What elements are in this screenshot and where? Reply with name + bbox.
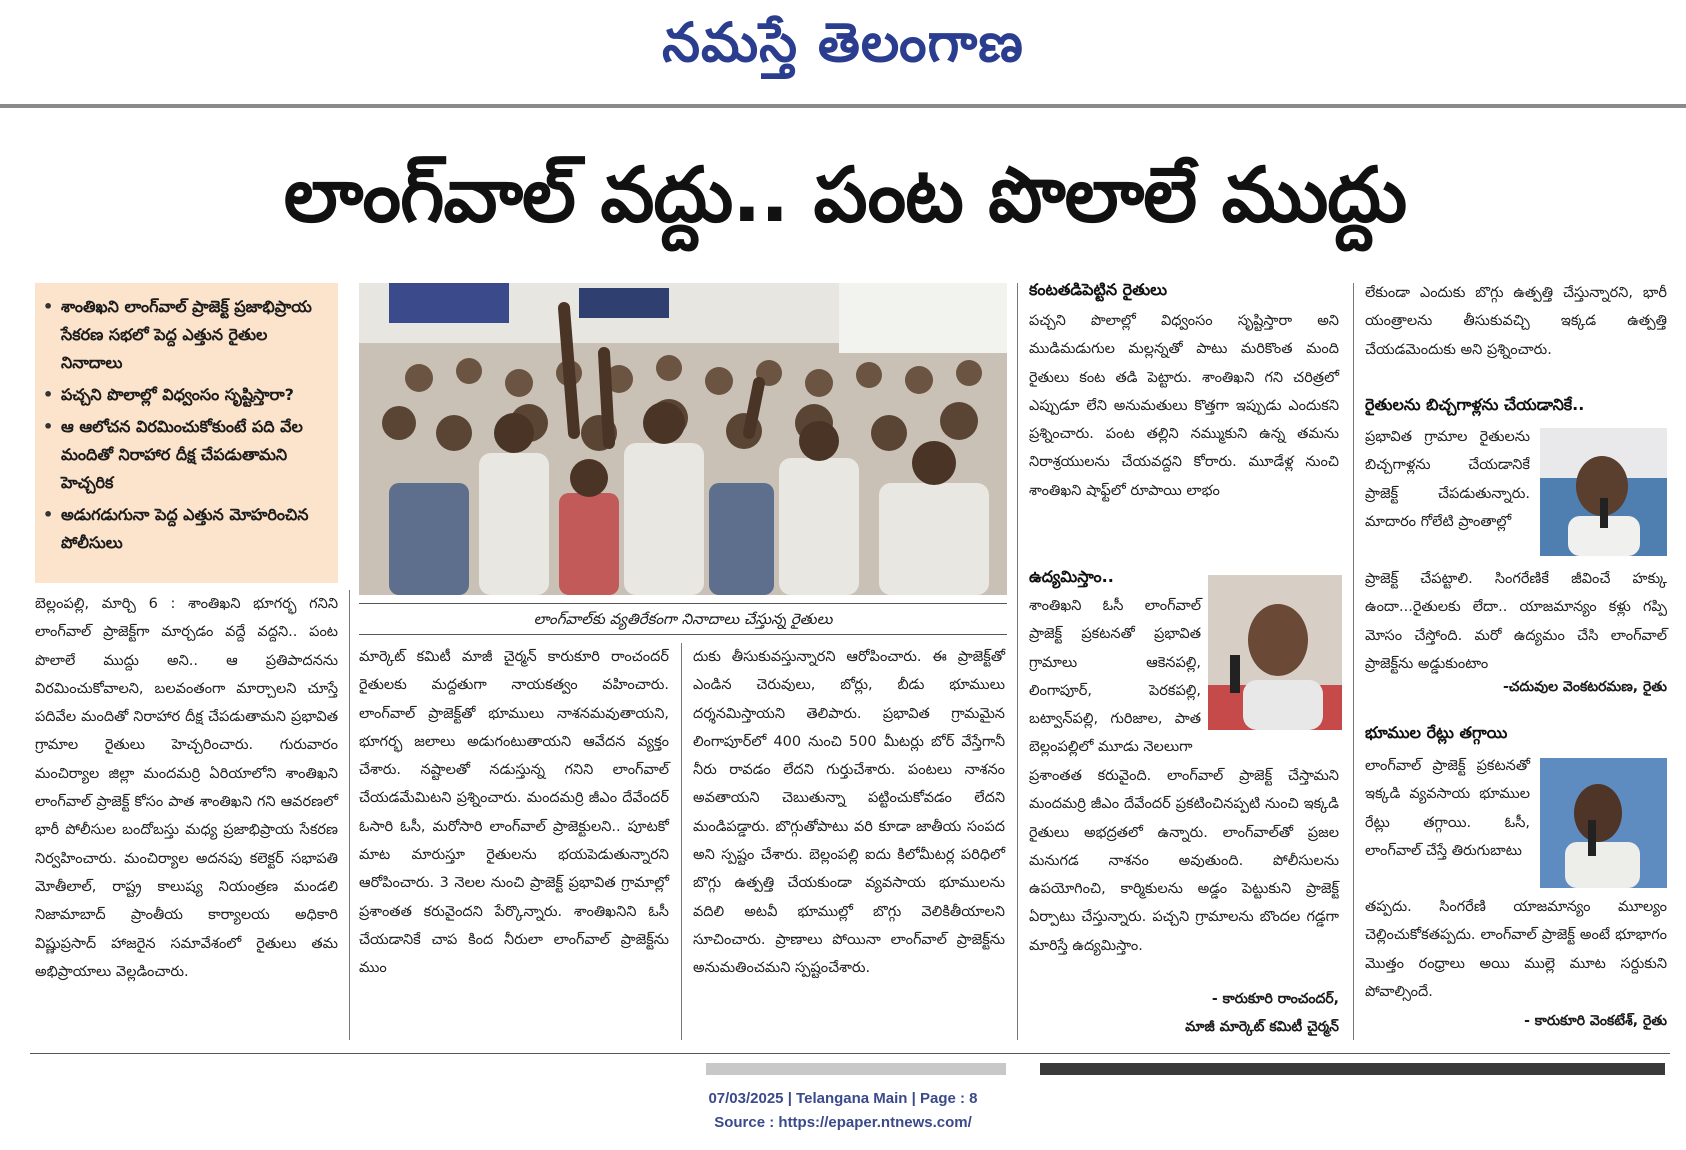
next-article-strip bbox=[1040, 1063, 1665, 1075]
col4-paragraph-2b: ప్రశాంతత కరువైంది. లాంగ్‌వాల్ ప్రాజెక్ట్ చేస్తామని మందమర్రి జీఎం దేవేందర్ ప్రకటించినప్పటి నుంచి ఇక్కడి రైతులు అభద్రతలో ఉన్నారు. లాంగ్‌వాల్‌తో ప్రజల మనుగడ నాశనం అవుతుంది. పోలీసులను ఉపయోగించి, కార్మికులను అడ్డం పెట్టుకుని ప్రాజెక్ట్ ఏర్పాటు చేస్తున్నారు. పచ్చని గ్రామాలను బొందల గడ్డగా మారిస్తే ఉద్యమిస్తాం. bbox=[1029, 768, 1339, 954]
highlight-item: • అడుగడుగునా పెద్ద ఎత్తున మోహరించిన పోలీసులు bbox=[43, 501, 330, 557]
col5-paragraph-1a: ప్రభావిత గ్రామాల రైతులను బిచ్చగాళ్లను చేయడానికే ప్రాజెక్ట్ చేపడుతున్నారు. మాదారం గోలేటి ప్రాంతాల్లో bbox=[1365, 429, 1530, 530]
next-article-strip bbox=[706, 1063, 1006, 1075]
masthead-divider bbox=[0, 104, 1686, 108]
subheading-make-beggars: రైతులను బిచ్చగాళ్లను చేయడానికే.. bbox=[1365, 395, 1585, 414]
page-bottom-rule bbox=[30, 1053, 1670, 1054]
col4-paragraph-2a: శాంతిఖని ఓసీ లాంగ్‌వాల్ ప్రాజెక్ట్ ప్రకటనతో ప్రభావిత గ్రామాలు ఆకెనపల్లి, లింగాపూర్, పెరకపల్లి, బట్వాన్‌పల్లి, గురిజాల, పాత బెల్లంపల్లిలో మూడు నెలలుగా bbox=[1029, 598, 1201, 756]
highlight-item: • ఆ ఆలోచన విరమించుకోకుంటే పది వేల మందితో నిరాహార దీక్ష చేపడుతామని హెచ్చరిక bbox=[43, 413, 330, 497]
highlight-item: • పచ్చని పొలాల్లో విధ్వంసం సృష్టిస్తారా? bbox=[43, 381, 330, 409]
col4-paragraph-1: పచ్చని పొలాల్లో విధ్వంసం సృష్టిస్తారా అని ముడిమడుగుల మల్లన్నతో పాటు మరికొంత మంది రైతులు కంట తడి పెట్టారు. శాంతిఖని గని చరిత్రలో ఎప్పుడూ లేని అనుమతులు కొత్తగా ఇప్పుడు ఎందుకని ప్రశ్నించారు. పంట తల్లిని నమ్ముకుని ఉన్న తమను నిరాశ్రయులను చేయవద్దని కోరారు. మూడేళ్ల నుంచి శాంతిఖని షాఫ్ట్‌లో రూపాయి లాభం bbox=[1029, 313, 1339, 499]
article-headline: లాంగ్‌వాల్ వద్దు.. పంట పొలాలే ముద్దు bbox=[283, 150, 1407, 239]
col5-paragraph-2b: తప్పదు. సింగరేణి యాజమాన్యం మూల్యం చెల్లించుకోకతప్పదు. లాంగ్‌వాల్ ప్రాజెక్ట్ అంటే భూభాగం మొత్తం రంధ్రాలు అయి ముల్లె మూట సర్దుకుని పోవాల్సిందే. bbox=[1365, 899, 1667, 1000]
speaker-photo-venkatesh bbox=[1540, 758, 1667, 888]
speaker-photo-ramchander bbox=[1208, 575, 1342, 730]
highlights-box bbox=[35, 283, 338, 583]
column-divider bbox=[1017, 283, 1018, 1040]
article-column-3: దుకు తీసుకువస్తున్నారని ఆరోపించారు. ఈ ప్రాజెక్ట్‌తో ఎండిన చెరువులు, బోర్లు, బీడు భూములు దర్శనమిస్తాయని తెలిపారు. ప్రభావిత గ్రామమైన లింగాపూర్‌లో 400 నుంచి 500 మీటర్లు బోర్ వేస్తేగానీ నీరు రావడం లేదని గుర్తుచేశారు. పంటలు నాశనం అవతాయని చెబుతున్నా పట్టించుకోవడం లేదని మండిపడ్డారు. బొగ్గుతోపాటు వరి కూడా జాతీయ సంపద అని స్పష్టం చేశారు. బెల్లంపల్లి ఐదు కిలోమీటర్ల పరిధిలో బొగ్గు ఉత్పత్తి చేయకుండా వ్యవసాయ భూములను వదిలి అటవీ భూముల్లో బొగ్గు వెలికితీయాలని సూచించారు. ప్రాణాలు పోయినా లాంగ్‌వాల్ ప్రాజెక్ట్‌ను అనుమతించమని స్పష్టంచేశారు. bbox=[693, 649, 1005, 977]
signature-venkatesh: - కారుకూరి వెంకటేశ్, రైతు bbox=[1524, 1013, 1667, 1029]
column-divider bbox=[349, 590, 350, 1040]
signature-name: - కారుకూరి రాంచందర్, bbox=[1211, 991, 1339, 1007]
speaker-photo-venkataramana bbox=[1540, 428, 1667, 556]
speaker-portrait bbox=[1540, 428, 1667, 556]
signature-title: మాజీ మార్కెట్ కమిటీ చైర్మన్ bbox=[1185, 1019, 1339, 1035]
speaker-portrait bbox=[1540, 758, 1667, 888]
newspaper-masthead: నమస్తే తెలంగాణ bbox=[662, 11, 1024, 74]
subheading-tearful-farmers: కంటతడిపెట్టిన రైతులు bbox=[1029, 280, 1167, 299]
subheading-will-agitate: ఉద్యమిస్తాం.. bbox=[1029, 567, 1114, 586]
footer-source: Source : https://epaper.ntnews.com/ bbox=[714, 1114, 972, 1131]
article-column-2: మార్కెట్ కమిటీ మాజీ చైర్మన్ కారుకూరి రాంచందర్ రైతులకు మద్దతుగా నాయకత్వం వహించారు. లాంగ్‌వాల్ ప్రాజెక్ట్‌తో భూములు నాశనమవుతాయని, భూగర్భ జలాలు అడుగంటుతాయని ఆవేదన వ్యక్తం చేశారు. నష్టాలతో నడుస్తున్న గనిని లాంగ్‌వాల్ చేయడమేమిటని ప్రశ్నించారు. మందమర్రి జీఎం దేవేందర్ ఓసారి ఓసీ, మరోసారి లాంగ్‌వాల్ ప్రాజెక్టులని.. పూటకో మాట మారుస్తూ రైతులను భయపెడుతున్నారని ఆరోపించారు. 3 నెలల నుంచి ప్రాజెక్ట్ ప్రభావిత గ్రామాల్లో ప్రశాంతత కరువైందని పేర్కొన్నారు. శాంతిఖనిని ఓసీ చేయడానికే చాప కింద నీరులా లాంగ్‌వాల్ ప్రాజెక్ట్‌ను ముం bbox=[359, 649, 669, 977]
highlight-item: • శాంతిఖని లాంగ్‌వాల్ ప్రాజెక్ట్ ప్రజాభిప్రాయ సేకరణ సభలో పెద్ద ఎత్తున రైతుల నినాదాలు bbox=[43, 293, 330, 377]
column-divider bbox=[1353, 283, 1354, 1040]
column-divider bbox=[681, 643, 682, 1040]
signature-venkataramana: -చదువుల వెంకటరమణ, రైతు bbox=[1502, 679, 1667, 695]
photo-caption: లాంగ్‌వాల్‌కు వ్యతిరేకంగా నినాదాలు చేస్తున్న రైతులు bbox=[359, 603, 1007, 635]
subheading-land-rates-fell: భూముల రేట్లు తగ్గాయి bbox=[1365, 723, 1508, 742]
col5-paragraph-2a: లాంగ్‌వాల్ ప్రాజెక్ట్ ప్రకటనతో ఇక్కడి వ్యవసాయ భూముల రేట్లు తగ్గాయి. ఓసీ, లాంగ్‌వాల్ చేస్తే తిరుగుబాటు bbox=[1365, 758, 1530, 859]
footer-date-page: 07/03/2025 | Telangana Main | Page : 8 bbox=[708, 1090, 978, 1107]
col5-paragraph-0: లేకుండా ఎందుకు బొగ్గు ఉత్పత్తి చేస్తున్నారని, భారీ యంత్రాలను తీసుకువచ్చి ఇక్కడ ఉత్పత్తి చేయడమెందుకు అని ప్రశ్నించారు. bbox=[1365, 285, 1667, 358]
col5-paragraph-1b: ప్రాజెక్ట్ చేపట్టాలి. సింగరేణికే జీవించే హక్కు ఉందా...రైతులకు లేదా.. యాజమాన్యం కళ్లు గప్పి మోసం చేస్తోంది. మరో ఉద్యమం చేసి లాంగ్‌వాల్ ప్రాజెక్ట్‌ను అడ్డుకుంటాం bbox=[1365, 571, 1667, 672]
crowd-illustration bbox=[359, 283, 1007, 595]
article-column-1: బెల్లంపల్లి, మార్చి 6 : శాంతిఖని భూగర్భ గనిని లాంగ్‌వాల్ ప్రాజెక్ట్‌గా మార్చడం వద్దే వద్దని.. పంట పొలాలే ముద్దు అని.. ఆ ప్రతిపాదనను విరమించుకోవాలని, బలవంతంగా మార్చాలని చూస్తే పదివేల మందితో నిరాహార దీక్ష చేపడుతామని ప్రభావిత గ్రామాల రైతులు హెచ్చరించారు. గురువారం మంచిర్యాల జిల్లా మందమర్రి ఏరియాలోని శాంతిఖని లాంగ్‌వాల్ ప్రాజెక్ట్ కోసం పాత శాంతిఖని గని ఆవరణలో భారీ పోలీసుల బందోబస్తు మధ్య ప్రజాభిప్రాయ సేకరణ నిర్వహించారు. మంచిర్యాల అదనపు కలెక్టర్ సభాపతి మోతీలాల్, రాష్ట్ర కాలుష్య నియంత్రణ మండలి నిజామాబాద్ ప్రాంతీయ కార్యాలయ అధికారి విష్ణుప్రసాద్ హాజరైన సమావేశంలో రైతులు తమ అభిప్రాయాలు వెల్లడించారు. bbox=[35, 596, 338, 980]
speaker-portrait bbox=[1208, 575, 1342, 730]
protest-crowd-photo bbox=[359, 283, 1007, 595]
